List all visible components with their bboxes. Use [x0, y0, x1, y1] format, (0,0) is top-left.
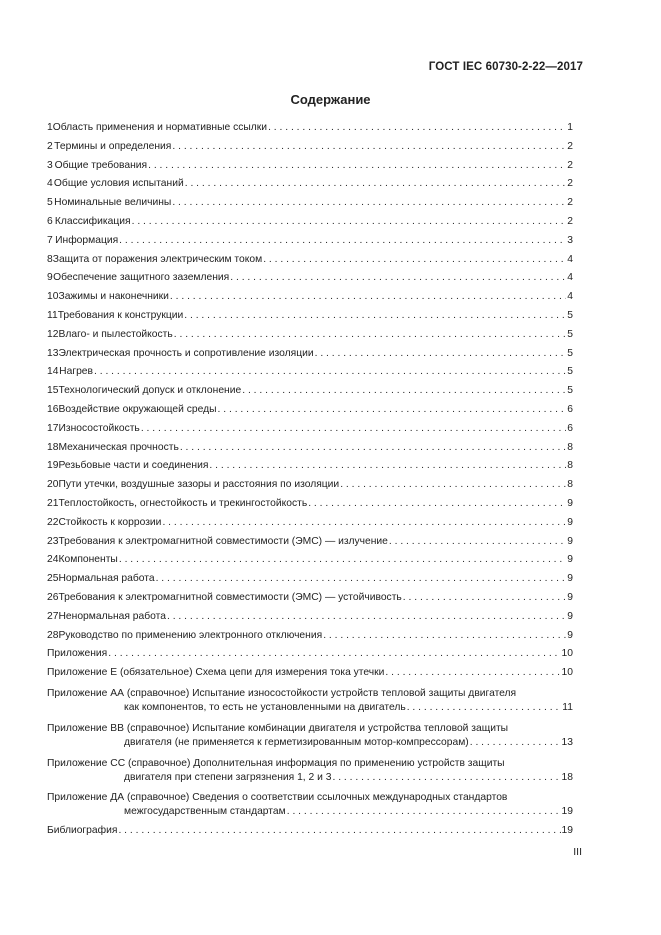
toc-item[interactable] — [47, 630, 573, 649]
toc-leader-dots — [172, 141, 566, 152]
toc-item-number: 24 — [47, 554, 59, 566]
toc-item-page: 5 — [567, 347, 573, 359]
toc-item-page: 4 — [567, 253, 573, 265]
toc-item-number: 8 — [47, 253, 53, 265]
toc-item-page: 8 — [567, 441, 573, 453]
toc-item-title: межгосударственным стандартам — [124, 806, 286, 818]
toc-item-number: 21 — [47, 497, 59, 509]
toc-leader-dots — [156, 573, 567, 584]
toc-item-number: 5 — [47, 197, 53, 209]
toc-item-number: 10 — [47, 291, 59, 303]
toc-item-number: 25 — [47, 573, 59, 585]
toc-item[interactable] — [47, 536, 573, 555]
toc-item-number: 13 — [47, 347, 59, 359]
toc-item-title: Ненормальная работа — [58, 610, 166, 622]
toc-leader-dots — [263, 254, 566, 265]
toc-item[interactable] — [47, 404, 573, 423]
toc-item[interactable] — [47, 423, 573, 442]
toc-item-title: Общие условия испытаний — [53, 178, 184, 190]
toc-leader-dots — [332, 772, 560, 783]
toc-leader-dots — [172, 197, 566, 208]
toc-appendix-title-line2[interactable] — [47, 702, 573, 721]
toc-item[interactable] — [47, 272, 573, 291]
toc-appendix-title-line2[interactable] — [47, 737, 573, 756]
toc-item-title: Руководство по применению электронного отключения — [58, 629, 323, 641]
toc-item-page: 4 — [567, 291, 573, 303]
toc-item-title: Компоненты — [58, 554, 118, 566]
toc-leader-dots — [385, 667, 560, 678]
toc-item-page: 1 — [567, 122, 573, 133]
toc-leader-dots — [323, 630, 566, 641]
toc-item-title: Защита от поражения электрическим током — [52, 253, 263, 265]
toc-item-page: 5 — [567, 366, 573, 378]
toc-appendix-item[interactable] — [47, 790, 573, 825]
toc-item-page: 8 — [567, 460, 573, 472]
toc-item-page: 9 — [567, 554, 573, 566]
toc-leader-dots — [108, 648, 560, 659]
toc-item-number: 19 — [47, 460, 59, 472]
toc-item-title: Требования к электромагнитной совместимости (ЭМС) — излучение — [58, 535, 388, 547]
toc-leader-dots — [118, 825, 560, 836]
table-of-contents — [47, 122, 573, 844]
toc-item-number: 1 — [47, 122, 53, 133]
toc-item-page: 8 — [567, 479, 573, 491]
toc-item[interactable] — [47, 160, 573, 179]
toc-item-title: Износостойкость — [58, 422, 140, 434]
toc-appendix-e[interactable] — [47, 667, 573, 686]
toc-item-title: как компонентов, то есть не установленными на двигатель — [124, 701, 406, 713]
toc-item[interactable] — [47, 122, 573, 141]
toc-appendix-title-line1: Приложение СС (справочное) Дополнительная информация по применению устройств защиты — [47, 757, 505, 769]
toc-item-page: 9 — [567, 573, 573, 585]
toc-appendix-title-line1: Приложение ДА (справочное) Сведения о соответствии ссылочных международных стандартов — [47, 792, 508, 804]
toc-leader-dots — [268, 122, 566, 133]
toc-leader-dots — [242, 385, 566, 396]
toc-item[interactable] — [47, 178, 573, 197]
toc-item-number: 2 — [47, 140, 53, 152]
toc-leader-dots — [180, 442, 566, 453]
toc-leader-dots — [389, 536, 566, 547]
toc-item[interactable] — [47, 291, 573, 310]
toc-item-number: 20 — [47, 479, 59, 491]
toc-item[interactable] — [47, 254, 573, 273]
toc-item-page: 2 — [567, 197, 573, 209]
toc-item-title: Теплостойкость, огнестойкость и трекингостойкость — [58, 497, 308, 509]
toc-item[interactable] — [47, 141, 573, 160]
toc-item[interactable] — [47, 460, 573, 479]
toc-appendix-title-line2[interactable] — [47, 772, 573, 791]
toc-item-title: Приложение Е (обязательное) Схема цепи для измерения тока утечки — [47, 667, 385, 679]
toc-item-page: 9 — [567, 629, 573, 641]
toc-leader-dots — [132, 216, 567, 227]
toc-item-number: 28 — [47, 629, 59, 641]
toc-appendix-item[interactable] — [47, 756, 573, 791]
toc-item-title: Пути утечки, воздушные зазоры и расстояния по изоляции — [58, 479, 340, 491]
toc-item-number: 18 — [47, 441, 59, 453]
toc-leader-dots — [184, 310, 566, 321]
toc-item-page: 2 — [567, 159, 573, 171]
page-title: Содержание — [290, 92, 371, 107]
toc-item-page: 11 — [562, 701, 573, 713]
toc-item-page: 6 — [567, 422, 573, 434]
toc-leader-dots — [287, 806, 561, 817]
toc-item-page: 2 — [567, 215, 573, 227]
toc-item-title: Классификация — [54, 215, 131, 227]
toc-item[interactable] — [47, 479, 573, 498]
toc-item-number: 15 — [47, 385, 59, 397]
toc-item-number: 7 — [47, 234, 53, 246]
toc-item[interactable] — [47, 611, 573, 630]
toc-item-number: 3 — [47, 159, 53, 171]
toc-item[interactable] — [47, 197, 573, 216]
toc-item-title: Область применения и нормативные ссылки — [52, 122, 268, 133]
toc-item-number: 14 — [47, 366, 59, 378]
toc-item-number: 11 — [47, 309, 58, 321]
toc-item-title: двигателя (не применяется к герметизированным мотор-компрессорам) — [124, 736, 469, 748]
toc-appendix-title-line1: Приложение ВВ (справочное) Испытание комбинации двигателя и устройства тепловой защиты — [47, 722, 509, 734]
toc-item-number: 26 — [47, 591, 59, 603]
toc-item[interactable] — [47, 385, 573, 404]
toc-item-number: 16 — [47, 403, 59, 415]
toc-leader-dots — [218, 404, 567, 415]
toc-item[interactable] — [47, 348, 573, 367]
toc-appendix-title-line2[interactable] — [47, 806, 573, 825]
toc-leader-dots — [170, 291, 566, 302]
toc-item[interactable] — [47, 235, 573, 254]
toc-item-number: 23 — [47, 535, 59, 547]
toc-item-title: Информация — [55, 234, 119, 246]
toc-item-number: 22 — [47, 516, 59, 528]
toc-item-page: 10 — [561, 648, 573, 660]
toc-item-page: 5 — [567, 385, 573, 397]
toc-item-page: 3 — [567, 234, 573, 246]
toc-item-page: 19 — [561, 806, 573, 818]
toc-appendices-heading[interactable] — [47, 648, 573, 667]
toc-item-title: Влаго- и пылестойкость — [58, 328, 173, 340]
toc-item[interactable] — [47, 442, 573, 461]
toc-leader-dots — [470, 737, 561, 748]
toc-appendix-item[interactable] — [47, 721, 573, 756]
toc-item-page: 10 — [561, 667, 573, 679]
toc-item[interactable] — [47, 310, 573, 329]
toc-item[interactable] — [47, 554, 573, 573]
toc-item[interactable] — [47, 329, 573, 348]
toc-appendix-item[interactable] — [47, 686, 573, 721]
toc-leader-dots — [185, 178, 567, 189]
toc-item[interactable] — [47, 216, 573, 235]
toc-item-title: Стойкость к коррозии — [58, 516, 162, 528]
toc-leader-dots — [174, 329, 567, 340]
toc-leader-dots — [162, 517, 566, 528]
toc-item-page: 9 — [567, 497, 573, 509]
toc-bibliography[interactable] — [47, 825, 573, 844]
toc-item[interactable] — [47, 498, 573, 517]
toc-leader-dots — [340, 479, 566, 490]
toc-leader-dots — [315, 348, 567, 359]
toc-item[interactable] — [47, 366, 573, 385]
toc-leader-dots — [94, 366, 566, 377]
toc-item-title: Приложения — [47, 648, 108, 660]
toc-item-page: 9 — [567, 591, 573, 603]
toc-leader-dots — [141, 423, 566, 434]
toc-item-title: Номинальные величины — [54, 197, 172, 209]
toc-item-title: Воздействие окружающей среды — [58, 403, 217, 415]
toc-item-title: двигателя при степени загрязнения 1, 2 и 3 — [124, 771, 332, 783]
toc-leader-dots — [209, 460, 566, 471]
toc-item-page: 2 — [567, 178, 573, 190]
toc-leader-dots — [148, 160, 566, 171]
document-header: ГОСТ IEC 60730-2-22—2017 — [428, 61, 583, 73]
toc-item-title: Общие требования — [54, 159, 148, 171]
toc-item-title: Требования к электромагнитной совместимости (ЭМС) — устойчивость — [58, 591, 402, 603]
toc-item-title: Нагрев — [59, 366, 93, 378]
toc-item-page: 19 — [561, 825, 573, 837]
toc-item-number: 17 — [47, 422, 59, 434]
toc-leader-dots — [119, 554, 566, 565]
toc-item-number: 27 — [47, 610, 59, 622]
toc-item-page: 9 — [567, 516, 573, 528]
toc-item-title: Зажимы и наконечники — [58, 291, 169, 303]
toc-item-page: 9 — [567, 535, 573, 547]
page-number: III — [573, 846, 582, 858]
toc-item-page: 5 — [567, 309, 573, 321]
toc-item-title: Нормальная работа — [58, 573, 155, 585]
toc-item-page: 5 — [567, 328, 573, 340]
toc-item-page: 18 — [561, 771, 573, 783]
toc-item-title: Требования к конструкции — [57, 309, 184, 321]
toc-appendix-title-line1: Приложение АА (справочное) Испытание износостойкости устройств тепловой защиты двигателя — [47, 687, 517, 699]
toc-leader-dots — [119, 235, 566, 246]
toc-leader-dots — [167, 611, 566, 622]
toc-item-page: 13 — [561, 736, 573, 748]
toc-item-page: 4 — [567, 272, 573, 284]
toc-item-page: 2 — [567, 140, 573, 152]
toc-item-page: 6 — [567, 403, 573, 415]
toc-item[interactable] — [47, 592, 573, 611]
toc-item[interactable] — [47, 517, 573, 536]
toc-leader-dots — [407, 702, 562, 713]
toc-item-title: Термины и определения — [54, 140, 172, 152]
toc-leader-dots — [230, 272, 566, 283]
toc-item-title: Механическая прочность — [58, 441, 179, 453]
toc-item-title: Обеспечение защитного заземления — [53, 272, 230, 284]
toc-item-number: 12 — [47, 328, 59, 340]
toc-item[interactable] — [47, 573, 573, 592]
toc-item-title: Электрическая прочность и сопротивление изоляции — [58, 347, 314, 359]
toc-leader-dots — [308, 498, 566, 509]
toc-item-page: 9 — [567, 610, 573, 622]
toc-item-title: Библиография — [47, 825, 118, 837]
toc-leader-dots — [403, 592, 566, 603]
toc-item-title: Резьбовые части и соединения — [58, 460, 209, 472]
toc-item-number: 6 — [47, 215, 53, 227]
toc-item-title: Технологический допуск и отклонение — [58, 385, 242, 397]
toc-item-number: 4 — [47, 178, 53, 190]
toc-item-number: 9 — [47, 272, 53, 284]
